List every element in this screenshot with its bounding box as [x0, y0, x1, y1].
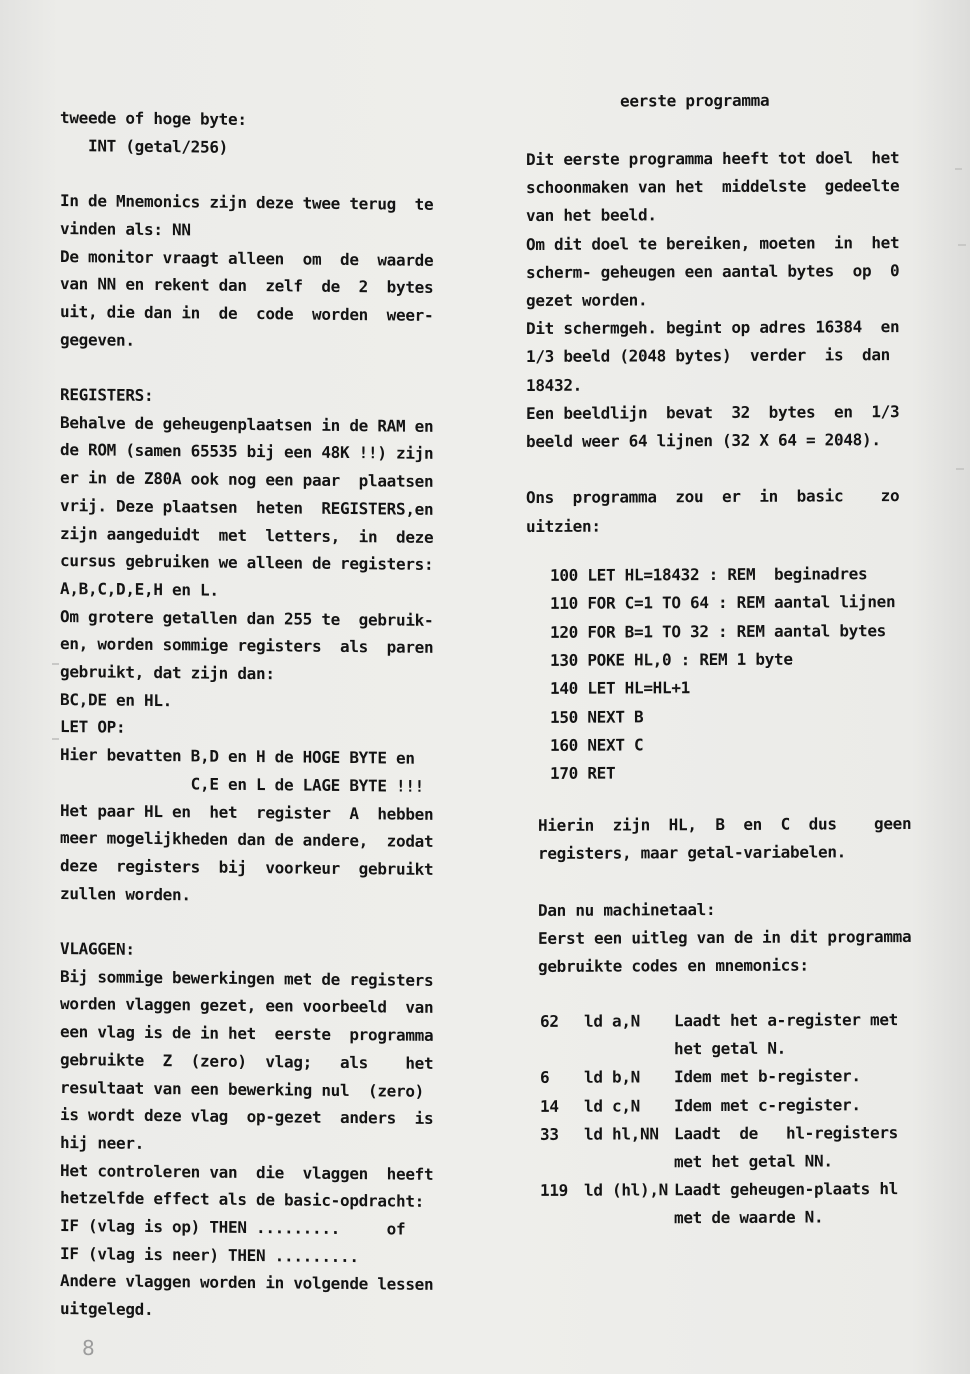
text-line: C,E en L de LAGE BYTE !!! [60, 772, 424, 796]
text-line: Ons programma zou er in basic zo [526, 486, 900, 508]
text-line: registers, maar getal-variabelen. [538, 842, 846, 864]
opcode-mnemonic: ld hl,NN [584, 1124, 659, 1144]
code-line: 140 LET HL=HL+1 [550, 678, 690, 699]
opcode-row [540, 1091, 880, 1121]
opcode-mnemonic: ld b,N [584, 1067, 640, 1088]
text-line: worden vlaggen gezet, een voorbeeld van [60, 994, 434, 1018]
text-line: gebruikte Z (zero) vlag; als het [60, 1049, 434, 1073]
text-line: tweede of hoge byte: [60, 108, 247, 129]
text-line: een vlag is de in het eerste programma [60, 1022, 434, 1046]
opcode-value: 119 [540, 1180, 568, 1201]
code-line: 120 FOR B=1 TO 32 : REM aantal bytes [550, 620, 886, 642]
text-line: uitzien: [526, 516, 601, 536]
text-line: uit, die dan in de code worden weer- [60, 301, 434, 325]
text-line: Het paar HL en het register A hebben [60, 800, 434, 824]
code-line: 170 RET [550, 763, 616, 783]
opcode-description: het getal N. [674, 1038, 786, 1059]
text-line: zijn aangeduidt met letters, in deze [60, 523, 434, 547]
text-line: IF (vlag is op) THEN ......... of [60, 1216, 406, 1239]
basic-program-listing [550, 560, 896, 783]
text-line: uitgelegd. [60, 1299, 154, 1320]
code-line: 160 NEXT C [550, 735, 644, 755]
text-line: Dan nu machinetaal: [538, 899, 716, 920]
text-line: Andere vlaggen worden in volgende lessen [60, 1271, 434, 1295]
text-line: gebruikte codes en mnemonics: [538, 955, 809, 976]
text-line: scherm- geheugen een aantal bytes op 0 [526, 260, 900, 282]
text-line: Een beeldlijn bevat 32 bytes en 1/3 [526, 401, 900, 423]
text-line: beeld weer 64 lijnen (32 X 64 = 2048). [526, 430, 881, 451]
text-line: INT (getal/256) [60, 135, 228, 157]
left-column [60, 0, 434, 1320]
opcode-description: Idem met b-register. [674, 1066, 861, 1087]
opcode-description: Laadt de hl-registers [674, 1122, 898, 1144]
opcode-description: met de waarde N. [674, 1207, 824, 1228]
code-line: 110 FOR C=1 TO 64 : REM aantal lijnen [550, 592, 896, 614]
code-line: 130 POKE HL,0 : REM 1 byte [550, 649, 793, 670]
scan-speck [52, 663, 59, 665]
text-line: deze registers bij voorkeur gebruikt [60, 855, 434, 879]
text-line: Dit schermgeh. begint op adres 16384 en [526, 317, 900, 339]
scan-speck [956, 468, 964, 470]
opcode-row [540, 1063, 880, 1093]
text-line: REGISTERS: [60, 385, 154, 405]
scan-speck [958, 244, 966, 246]
text-line: resultaat van een bewerking nul (zero) [60, 1077, 424, 1101]
text-line: de ROM (samen 65535 bij een 48K !!) zijn [60, 440, 434, 464]
code-line: 150 NEXT B [550, 706, 644, 727]
text-line: Om dit doel te bereiken, moeten in het [526, 232, 900, 254]
text-line: In de Mnemonics zijn deze twee terug te [60, 191, 434, 215]
opcode-mnemonic: ld a,N [584, 1011, 640, 1031]
text-line: Hierin zijn HL, B en C dus geen [538, 813, 912, 835]
text-line: van het beeld. [526, 205, 657, 226]
opcode-description: Laadt het a-register met [674, 1010, 898, 1031]
scan-speck [52, 738, 59, 740]
text-line: gebruikt, dat zijn dan: [60, 662, 275, 684]
opcode-description: Idem met c-register. [674, 1094, 861, 1115]
opcode-table [540, 1006, 898, 1228]
text-line: 18432. [526, 375, 582, 395]
page-number: 8 [82, 1336, 95, 1360]
text-line: Het controleren van die vlaggen heeft [60, 1160, 434, 1184]
text-line: LET OP: [60, 717, 126, 738]
opcode-description: Laadt geheugen-plaats hl [674, 1179, 898, 1200]
opcode-mnemonic: ld (hl),N [584, 1180, 668, 1200]
text-line: meer mogelijkheden dan de andere, zodat [60, 828, 434, 852]
scan-speck [955, 168, 962, 170]
text-line: BC,DE en HL. [60, 689, 172, 710]
text-line: A,B,C,D,E,H en L. [60, 578, 219, 600]
opcode-mnemonic: ld c,N [584, 1095, 640, 1116]
text-line: IF (vlag is neer) THEN ......... [60, 1243, 359, 1266]
section-title: eerste programma [620, 90, 770, 111]
text-line: Bij sommige bewerkingen met de registers [60, 966, 434, 990]
text-line: Eerst een uitleg van de in dit programma [538, 926, 912, 948]
text-line: hij neer. [60, 1132, 144, 1153]
text-line: Om grotere getallen dan 255 te gebruik- [60, 606, 434, 630]
text-line: vinden als: NN [60, 218, 191, 240]
opcode-value: 14 [540, 1096, 559, 1116]
text-line: Dit eerste programma heeft tot doel het [526, 148, 900, 169]
code-line: 100 LET HL=18432 : REM beginadres [550, 564, 868, 585]
text-line: vrij. Deze plaatsen heten REGISTERS,en [60, 495, 434, 519]
text-line: De monitor vraagt alleen om de waarde [60, 246, 434, 270]
opcode-description: met het getal NN. [674, 1151, 833, 1172]
text-line: zullen worden. [60, 883, 191, 904]
text-line: Behalve de geheugenplaatsen in de RAM en [60, 412, 434, 436]
text-line: VLAGGEN: [60, 939, 135, 959]
text-line: Hier bevatten B,D en H de HOGE BYTE en [60, 745, 415, 768]
opcode-row [540, 1006, 898, 1059]
opcode-row [540, 1119, 898, 1172]
text-line: er in de Z80A ook nog een paar plaatsen [60, 468, 434, 492]
text-line: gegeven. [60, 329, 135, 350]
opcode-row [540, 1175, 898, 1228]
text-line: cursus gebruiken we alleen de registers: [60, 551, 434, 575]
opcode-value: 33 [540, 1124, 559, 1144]
text-line: is wordt deze vlag op-gezet anders is [60, 1105, 434, 1129]
opcode-value: 62 [540, 1011, 559, 1031]
text-line: van NN en rekent dan zelf de 2 bytes [60, 274, 434, 298]
text-line: hetzelfde effect als de basic-opdracht: [60, 1188, 424, 1212]
opcode-value: 6 [540, 1068, 550, 1088]
text-line: en, worden sommige registers als paren [60, 634, 434, 658]
text-line: gezet worden. [526, 290, 648, 310]
text-line: 1/3 beeld (2048 bytes) verder is dan [526, 345, 890, 367]
text-line: schoonmaken van het middelste gedeelte [526, 176, 900, 198]
